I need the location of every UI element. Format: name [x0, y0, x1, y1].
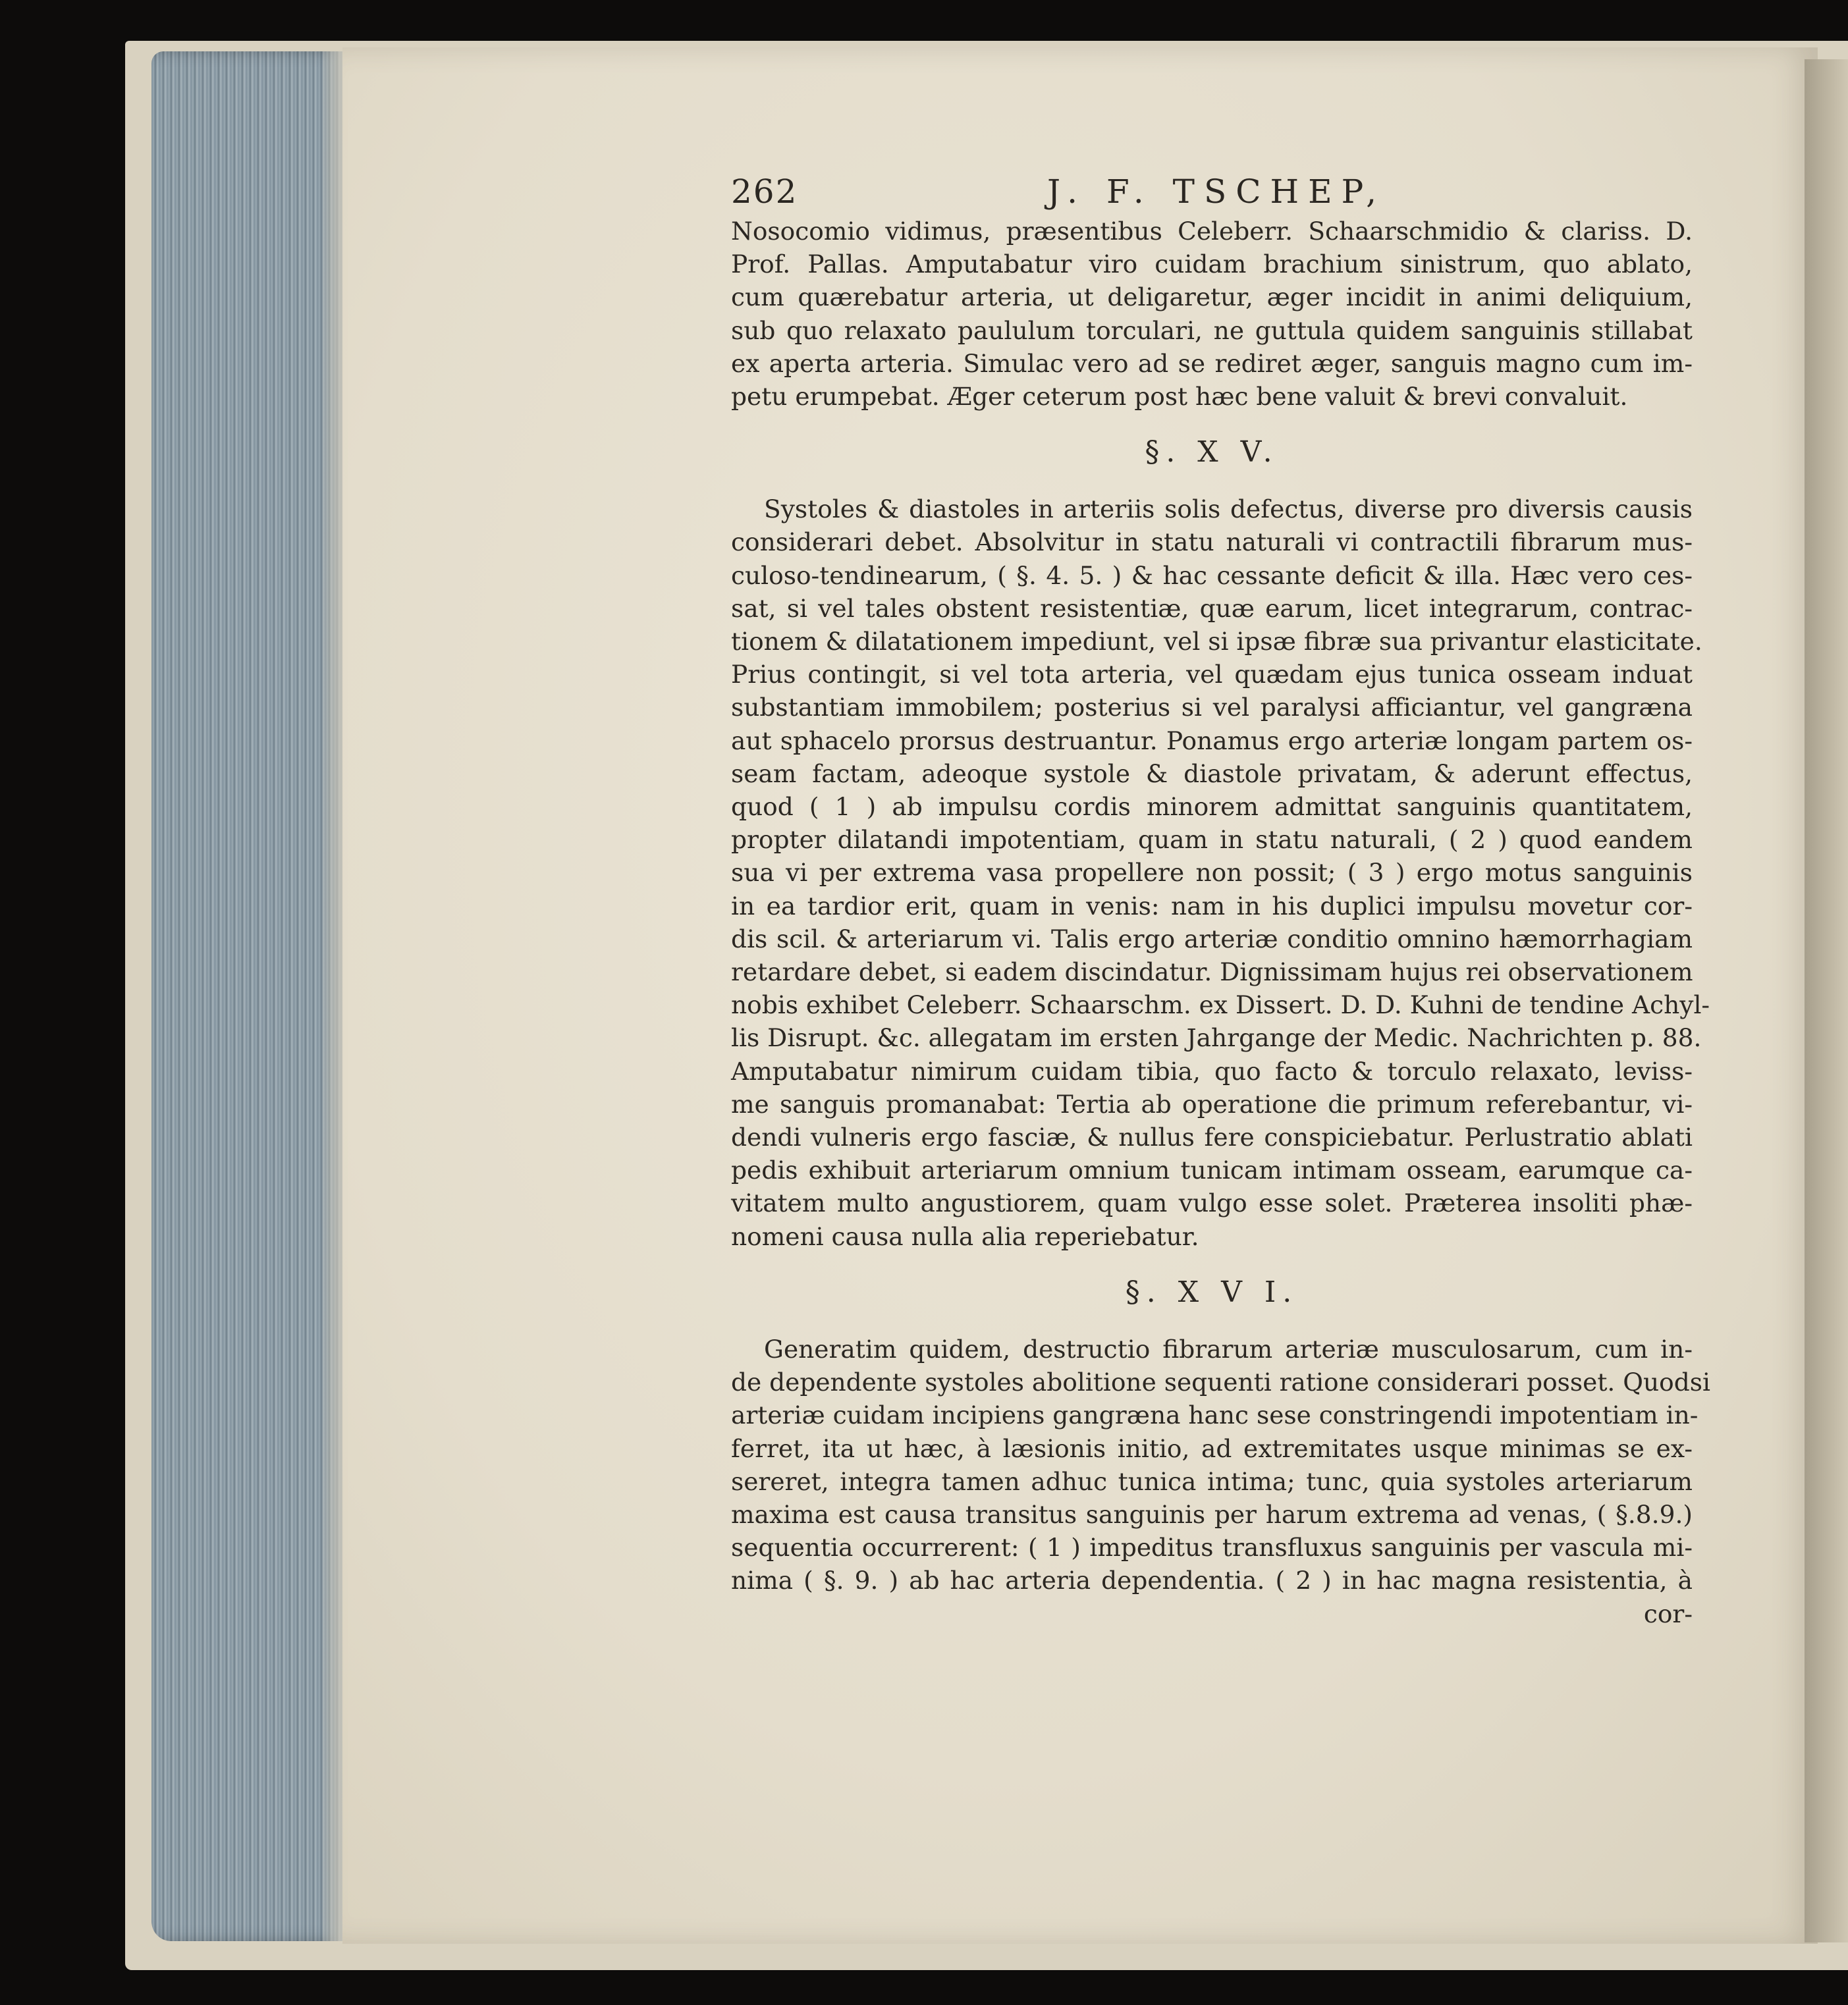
- page-text: [731, 173, 1710, 1630]
- text-line: considerari debet. Absolvitur in statu naturali vi contractili fibrarum mus-: [731, 527, 1693, 557]
- text-line: sua vi per extrema vasa propellere non possit; ( 3 ) ergo motus sanguinis: [731, 858, 1693, 888]
- text-line: ferret, ita ut hæc, à læsionis initio, ad extremitates usque minimas se ex-: [731, 1433, 1693, 1463]
- section-16-text: [731, 1333, 1710, 1597]
- text-line: petu erumpebat. Æger ceterum post hæc bene valuit & brevi convaluit.: [731, 382, 1628, 412]
- text-line: sat, si vel tales obstent resistentiæ, quæ earum, licet integrarum, contrac-: [731, 593, 1693, 623]
- paragraph-1: [731, 215, 1693, 413]
- text-line: seam factam, adeoque systole & diastole privatam, & aderunt effectus,: [731, 759, 1693, 788]
- text-line: Prius contingit, si vel tota arteria, vel quædam ejus tunica osseam induat: [731, 660, 1693, 689]
- text-line: sequentia occurrerent: ( 1 ) impeditus transfluxus sanguinis per vascula mi-: [731, 1533, 1693, 1563]
- text-line: quod ( 1 ) ab impulsu cordis minorem admittat sanguinis quantitatem,: [731, 792, 1693, 822]
- text-line: ex aperta arteria. Simulac vero ad se rediret æger, sanguis magno cum im-: [731, 348, 1693, 378]
- text-line: Systoles & diastoles in arteriis solis defectus, diverse pro diversis causis: [764, 495, 1693, 524]
- text-line: aut sphacelo prorsus destruantur. Ponamus ergo arteriæ longam partem os-: [731, 726, 1693, 755]
- text-line: propter dilatandi impotentiam, quam in statu naturali, ( 2 ) quod eandem: [731, 825, 1693, 855]
- text-line: Generatim quidem, destructio fibrarum arteriæ musculosarum, cum in-: [764, 1334, 1693, 1364]
- text-line: pedis exhibuit arteriarum omnium tunicam intimam osseam, earumque ca-: [731, 1156, 1693, 1185]
- text-line: substantiam immobilem; posterius si vel paralysi afficiantur, vel gangræna: [731, 693, 1693, 722]
- catchword: cor-: [1643, 1599, 1693, 1628]
- text-line: culoso-tendinearum, ( §. 4. 5. ) & hac cessante deficit & illa. Hæc vero ces-: [731, 560, 1693, 590]
- text-line: sub quo relaxato paululum torculari, ne guttula quidem sanguinis stillabat: [731, 315, 1693, 345]
- running-title: J. F. TSCHEP,: [1047, 173, 1386, 211]
- section-heading-16: §. X V I.: [1125, 1275, 1299, 1309]
- text-line: in ea tardior erit, quam in venis: nam in his duplici impulsu movetur cor-: [731, 891, 1693, 921]
- text-line: sereret, integra tamen adhuc tunica intima; tunc, quia systoles arteriarum: [731, 1466, 1693, 1496]
- running-head: [731, 173, 1693, 215]
- text-line: retardare debet, si eadem discindatur. Dignissimam hujus rei observationem: [731, 957, 1693, 987]
- text-line: vitatem multo angustiorem, quam vulgo esse solet. Præterea insoliti phæ-: [731, 1189, 1693, 1218]
- text-line: lis Disrupt. &c. allegatam im ersten Jahrgange der Medic. Nachrichten p. 88.: [731, 1023, 1702, 1053]
- text-line: arteriæ cuidam incipiens gangræna hanc sese constringendi impotentiam in-: [731, 1401, 1699, 1430]
- facing-page-edge: [1805, 59, 1848, 1942]
- text-line: me sanguis promanabat: Tertia ab operatione die primum referebantur, vi-: [731, 1089, 1693, 1119]
- text-line: dendi vulneris ergo fasciæ, & nullus fere conspiciebatur. Perlustratio ablati: [731, 1123, 1693, 1152]
- text-line: nomeni causa nulla alia reperiebatur.: [731, 1221, 1199, 1251]
- section-15-text: [731, 493, 1710, 1253]
- text-line: dis scil. & arteriarum vi. Talis ergo arteriæ conditio omnino hæmorrhagiam: [731, 924, 1693, 953]
- text-line: tionem & dilatationem impediunt, vel si ipsæ fibræ sua privantur elasticitate.: [731, 627, 1702, 656]
- text-line: nobis exhibet Celeberr. Schaarschm. ex Dissert. D. D. Kuhni de tendine Achyl-: [731, 990, 1710, 1020]
- text-line: Nosocomio vidimus, præsentibus Celeberr. Schaarschmidio & clariss. D.: [731, 217, 1693, 246]
- text-line: cum quærebatur arteria, ut deligaretur, æger incidit in animi deliquium,: [731, 282, 1693, 312]
- page-number: 262: [731, 173, 798, 211]
- text-line: nima ( §. 9. ) ab hac arteria dependentia. ( 2 ) in hac magna resistentia, à: [731, 1566, 1693, 1595]
- page-edges: [151, 51, 349, 1941]
- text-line: maxima est causa transitus sanguinis per harum extrema ad venas, ( §.8.9.): [731, 1499, 1693, 1529]
- text-line: Amputabatur nimirum cuidam tibia, quo facto & torculo relaxato, leviss-: [731, 1056, 1693, 1086]
- text-line: Prof. Pallas. Amputabatur viro cuidam brachium sinistrum, quo ablato,: [731, 250, 1693, 279]
- section-heading-15: §. X V.: [1145, 435, 1279, 469]
- text-line: de dependente systoles abolitione sequenti ratione considerari posset. Quodsi: [731, 1368, 1710, 1397]
